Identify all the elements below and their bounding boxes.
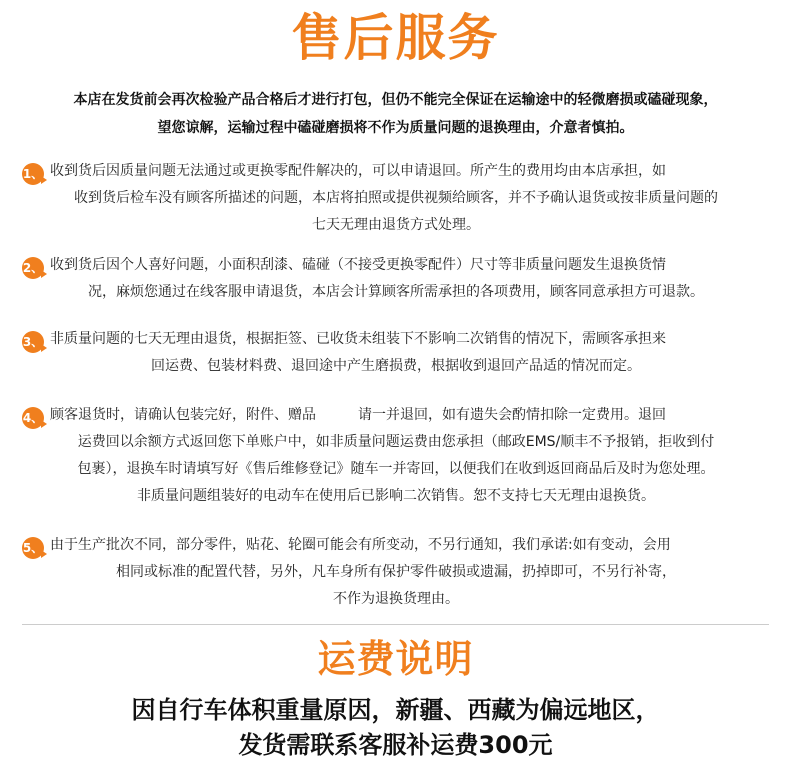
intro-line: 本店在发货前会再次检验产品合格后才进行打包，但仍不能完全保证在运输途中的轻微磨损或磕碰现象， <box>73 92 718 108</box>
intro-line: 望您谅解，运输过程中磕碰磨损将不作为质量问题的退换理由，介意者慎拍。 <box>157 120 634 136</box>
page-title: 售后服务 <box>291 9 500 67</box>
policy-lead-line <box>22 158 770 185</box>
policy-text: 七天无理由退货方式处理。 <box>312 217 480 233</box>
number-badge-icon: 2、 <box>22 257 44 279</box>
policy-text: 收到货后因个人喜好问题，小面积刮漆、磕碰（不接受更换零配件）尺寸等非质量问题发生退换货情 <box>50 257 666 273</box>
policy-lead-line <box>22 402 770 429</box>
shipping-note-line: 发货需联系客服补运费300元 <box>238 731 553 759</box>
number-badge-icon: 5、 <box>22 537 44 559</box>
policy-text: 由于生产批次不同，部分零件，贴花、轮圈可能会有所变动，不另行通知，我们承诺:如有变动，会用 <box>50 537 671 553</box>
policy-text: 收到货后因质量问题无法通过或更换零配件解决的，可以申请退回。所产生的费用均由本店承担，如 <box>50 163 666 179</box>
policy-item-2 <box>22 252 770 306</box>
policy-lead-line <box>22 252 770 279</box>
policy-text: 运费回以余额方式返回您下单账户中，如非质量问题运费由您承担（邮政EMS/顺丰不予报销，拒收到付 <box>77 434 715 450</box>
policy-text: 非质量问题组装好的电动车在使用后已影响二次销售。恕不支持七天无理由退换货。 <box>137 488 655 504</box>
number-badge-icon: 4、 <box>22 407 44 429</box>
policy-item-4 <box>22 402 770 510</box>
policy-lead-line <box>22 326 770 353</box>
policy-item-3 <box>22 326 770 380</box>
policy-text: 回运费、包装材料费、退回途中产生磨损费，根据收到退回产品适的情况而定。 <box>151 358 641 374</box>
policy-item-5 <box>22 532 770 613</box>
number-badge-icon: 1、 <box>22 163 44 185</box>
section-divider <box>22 624 769 625</box>
number-badge-icon: 3、 <box>22 331 44 353</box>
policy-item-1 <box>22 158 770 239</box>
policy-text: 况，麻烦您通过在线客服申请退货，本店会计算顾客所需承担的各项费用，顾客同意承担方可退款。 <box>88 284 704 300</box>
intro-text <box>10 86 781 142</box>
policy-text: 非质量问题的七天无理由退货，根据拒签、已收货未组装下不影响二次销售的情况下，需顾客承担来 <box>50 331 666 347</box>
policy-text: 相同或标准的配置代替，另外，凡车身所有保护零件破损或遗漏，扔掉即可，不另行补寄， <box>116 564 676 580</box>
shipping-title: 运费说明 <box>317 637 474 681</box>
policy-text: 顾客退货时，请确认包装完好，附件、赠品 请一并退回，如有遗失会酌情扣除一定费用。退回 <box>50 407 666 423</box>
policy-text: 收到货后检车没有顾客所描述的问题，本店将拍照或提供视频给顾客，并不予确认退货或按非质量问题的 <box>74 190 718 206</box>
policy-text: 包裹），退换车时请填写好《售后维修登记》随车一并寄回，以便我们在收到返回商品后及时为您处理。 <box>77 461 715 477</box>
policy-lead-line <box>22 532 770 559</box>
shipping-note-line: 因自行车体积重量原因，新疆、西藏为偏远地区， <box>131 696 660 724</box>
policy-text: 不作为退换货理由。 <box>333 591 459 607</box>
